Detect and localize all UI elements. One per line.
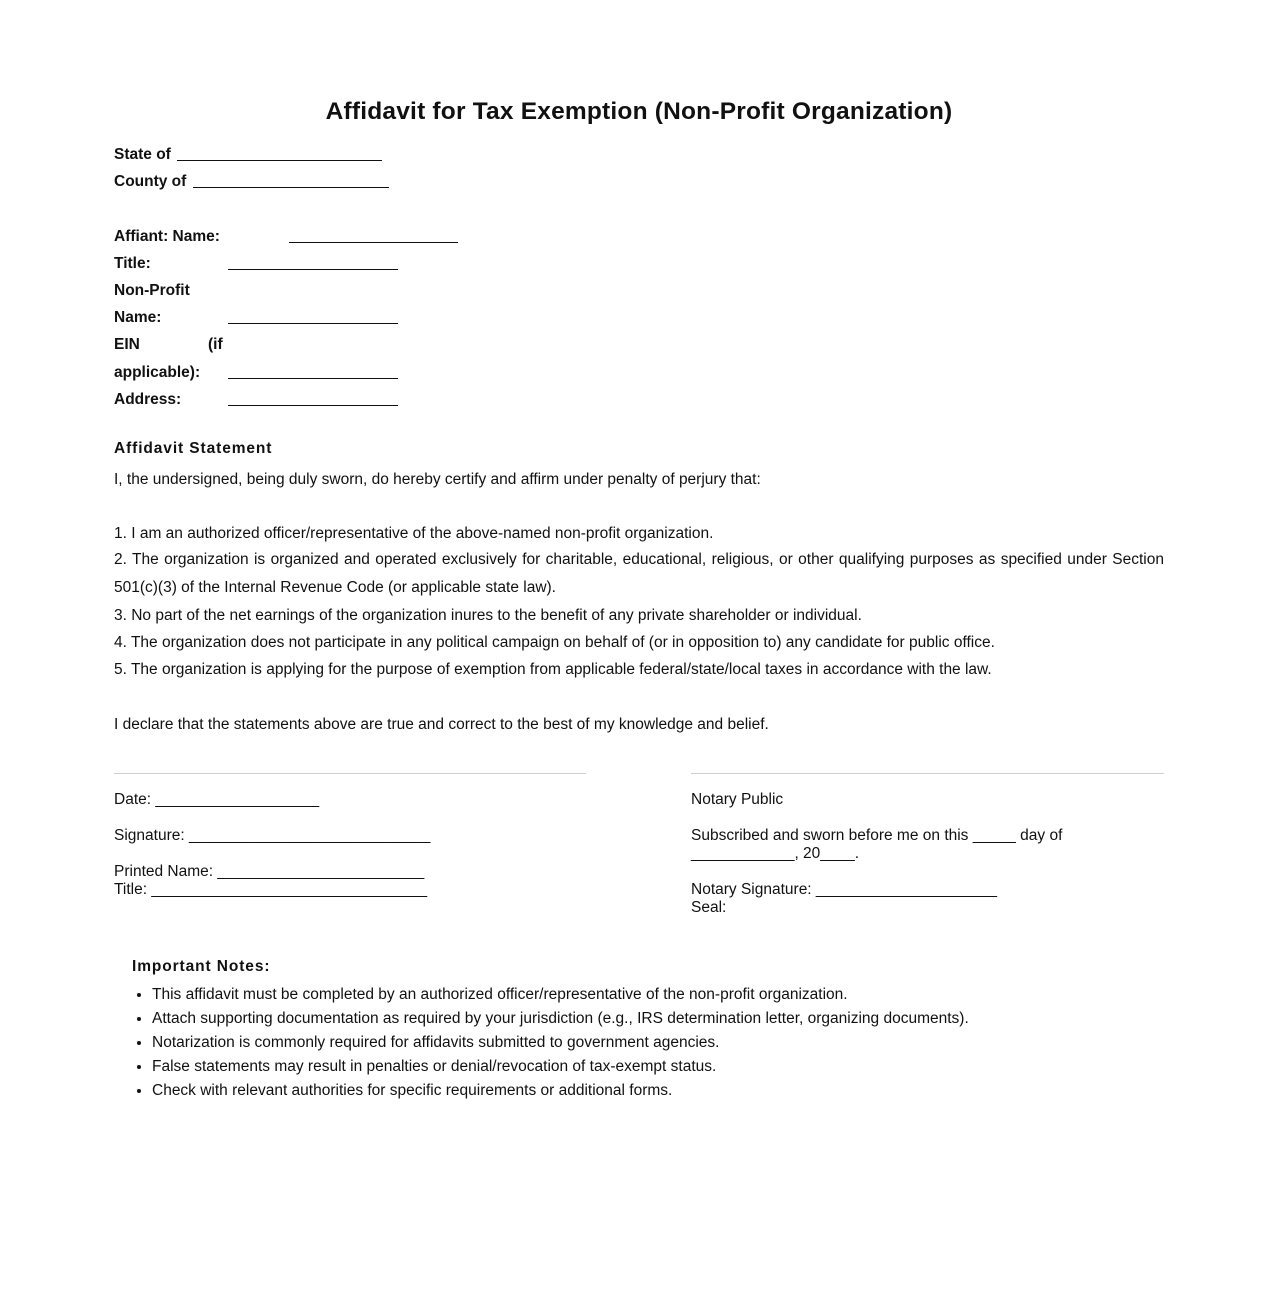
address-label: Address:: [114, 391, 182, 408]
statement-heading: Affidavit Statement: [114, 440, 273, 457]
state-field[interactable]: [177, 160, 382, 161]
note-item: • Notarization is commonly required for affidavits submitted to government agencies.: [152, 1031, 969, 1055]
notes-heading: Important Notes:: [132, 958, 271, 975]
statement-item-4: 4. The organization does not participate in any political campaign on behalf of (or in opposition to) any candidate for public office.: [114, 634, 995, 651]
statement-item-3: 3. No part of the net earnings of the organization inures to the benefit of any private shareholder or individual.: [114, 607, 862, 624]
nonprofit-label-line1: Non-Profit: [114, 282, 190, 299]
statement-item-2: 2. The organization is organized and operated exclusively for charitable, educational, religious, or other qualifying purposes as specified under Section 501(c)(3) of the Internal Revenue Code (or applicable state law).: [114, 551, 1164, 596]
affiant-title-field[interactable]: [228, 269, 398, 270]
note-item: • False statements may result in penalties or denial/revocation of tax-exempt status.: [152, 1055, 969, 1079]
statement-item-5: 5. The organization is applying for the purpose of exemption from applicable federal/state/local taxes in accordance with the law.: [114, 661, 992, 678]
state-label: State of: [114, 146, 171, 163]
ein-label-line2: applicable):: [114, 364, 201, 381]
notary-heading: Notary Public: [691, 791, 784, 808]
notary-sworn-line2[interactable]: ____________, 20____.: [691, 845, 860, 862]
note-item: • This affidavit must be completed by an authorized officer/representative of the non-profit organization.: [152, 983, 969, 1007]
page-title: Affidavit for Tax Exemption (Non-Profit Organization): [325, 98, 953, 125]
date-field[interactable]: Date: ___________________: [114, 791, 320, 808]
county-label: County of: [114, 173, 187, 190]
address-field[interactable]: [228, 405, 398, 406]
nonprofit-name-field[interactable]: [228, 323, 398, 324]
notary-sworn-line1[interactable]: Subscribed and sworn before me on this _____ day of: [691, 827, 1063, 844]
statement-intro: I, the undersigned, being duly sworn, do hereby certify and affirm under penalty of perjury that:: [114, 471, 761, 488]
notes-list: [132, 983, 969, 1103]
affiant-name-label: Affiant: Name:: [114, 228, 220, 245]
declaration: I declare that the statements above are true and correct to the best of my knowledge and belief.: [114, 716, 769, 733]
statement-item-1: 1. I am an authorized officer/representative of the above-named non-profit organization.: [114, 525, 714, 542]
notary-seal-label: Seal:: [691, 899, 727, 916]
signature-field[interactable]: Signature: ____________________________: [114, 827, 431, 844]
signer-title-field[interactable]: Title: ________________________________: [114, 881, 428, 898]
notary-divider: [691, 773, 1164, 774]
affiant-name-field[interactable]: [289, 242, 458, 243]
nonprofit-label-line2: Name:: [114, 309, 162, 326]
note-item: • Check with relevant authorities for specific requirements or additional forms.: [152, 1079, 969, 1103]
affiant-title-label: Title:: [114, 255, 151, 272]
note-item: • Attach supporting documentation as required by your jurisdiction (e.g., IRS determination letter, organizing documents).: [152, 1007, 969, 1031]
signature-divider: [114, 773, 586, 774]
notary-signature-field[interactable]: Notary Signature: _____________________: [691, 881, 997, 898]
printed-name-field[interactable]: Printed Name: ________________________: [114, 863, 425, 880]
ein-field[interactable]: [228, 378, 398, 379]
county-field[interactable]: [193, 187, 389, 188]
ein-label-a: EIN: [114, 336, 140, 353]
ein-label-b: (if: [208, 336, 223, 353]
